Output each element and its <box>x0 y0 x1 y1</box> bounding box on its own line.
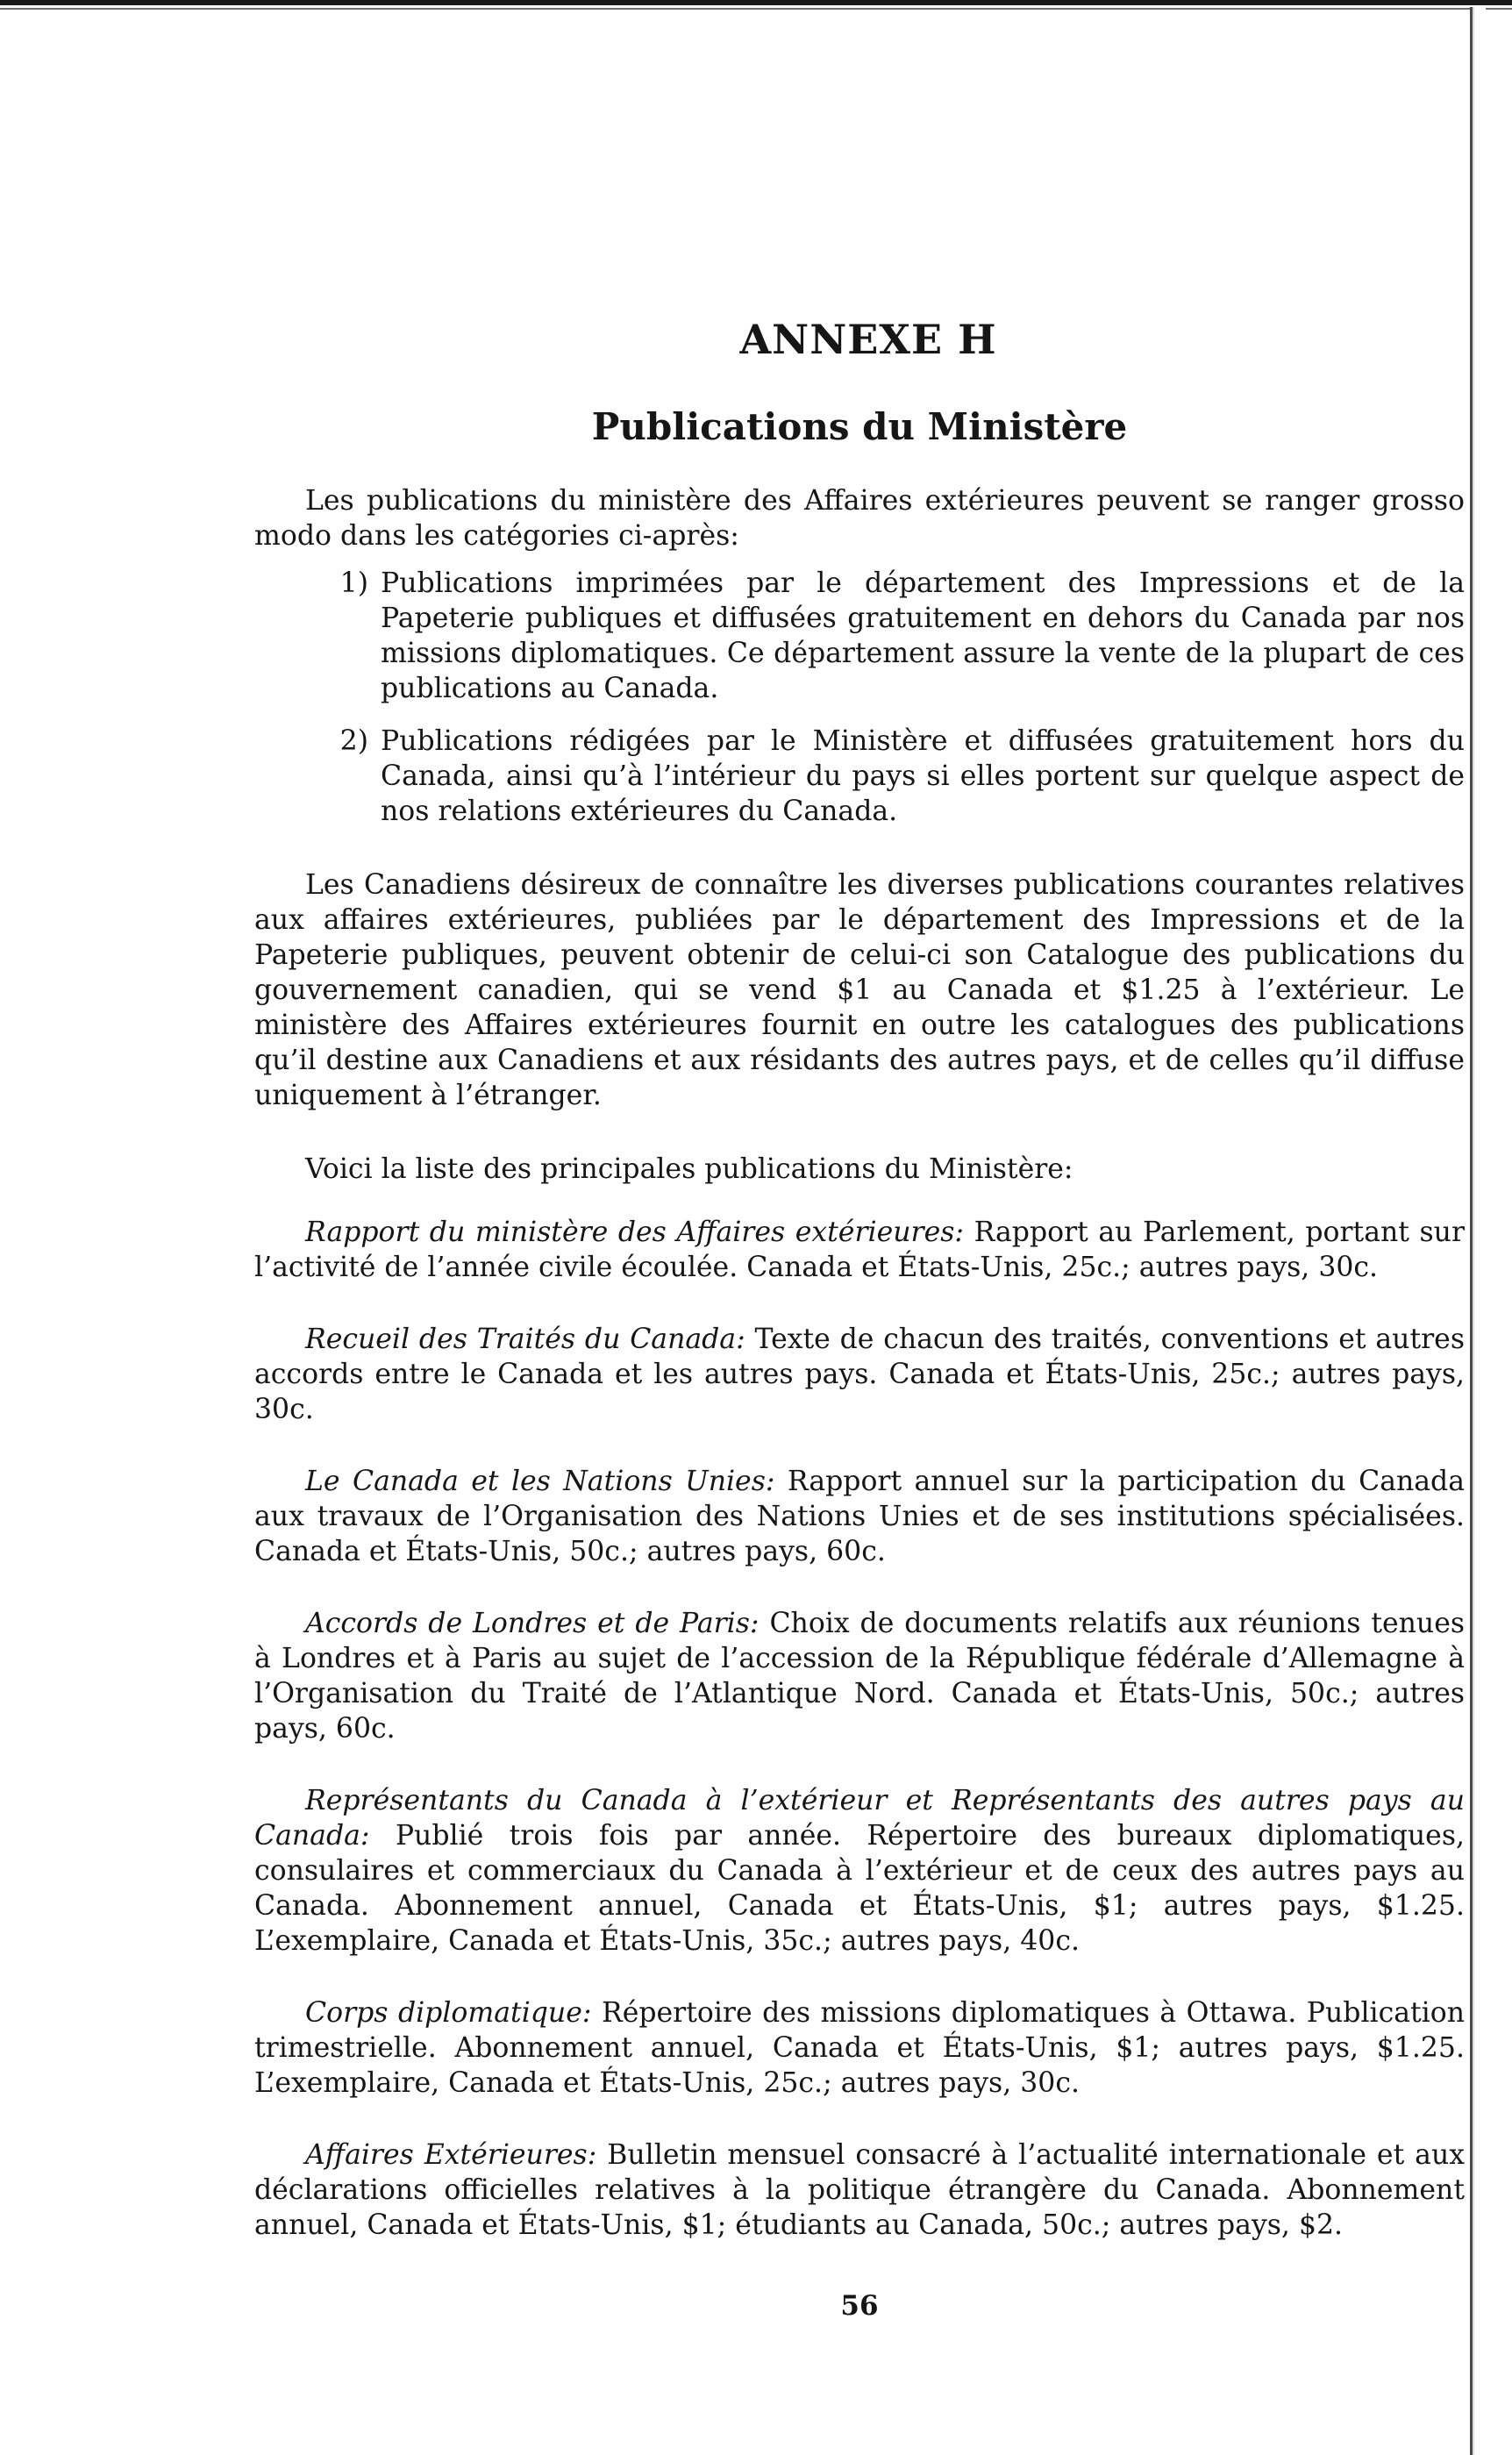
publication-description: Bulletin mensuel consacré à l’actualité internationale et aux déclarations officielles relatives à la politique étrangère du Canada. Abonnement annuel, Canada et États-Unis, $1; étudiants au Canada, 50c.; autres pays, $2. <box>254 2139 1465 2241</box>
catalogue-paragraph: Les Canadiens désireux de connaître les diverses publications courantes relatives aux affaires extérieures, publiées par le département des Impressions et de la Papeterie publiques, peuvent obtenir de celui-ci son Catalogue des publications du gouvernement canadien, qui se vend $1 au Canada et $1.25 à l’extérieur. Le ministère des Affaires extérieures fournit en outre les catalogues des publications qu’il destine aux Canadiens et aux résidants des autres pays, et de celles qu’il diffuse uniquement à l’étranger. <box>254 869 1465 1111</box>
publication-description: Rapport annuel sur la participation du Canada aux travaux de l’Organisation des Nations Unies et de ses institutions spécialisées. Canada et États-Unis, 50c.; autres pays, 60c. <box>254 1466 1465 1567</box>
publication-entry <box>254 1215 1465 1285</box>
publication-entry <box>254 1606 1465 1746</box>
publication-description: Choix de documents relatifs aux réunions tenues à Londres et à Paris au sujet de l’accession de la République fédérale d’Allemagne à l’Organisation du Traité de l’Atlantique Nord. Canada et États-Unis, 50c.; autres pays, 60c. <box>254 1608 1465 1745</box>
page-number: 56 <box>840 2290 879 2322</box>
list-item <box>254 724 1465 829</box>
list-item-text: Publications imprimées par le département des Impressions et de la Papeterie publiques et diffusées gratuitement en dehors du Canada par nos missions diplomatiques. Ce département assure la vente de la plupart de ces publications au Canada. <box>381 567 1465 704</box>
publication-title: Représentants du Canada à l’extérieur et Représentants des autres pays au Canada: <box>254 1785 1465 1852</box>
publication-description: Répertoire des missions diplomatiques à Ottawa. Publication trimestrielle. Abonnement annuel, Canada et États-Unis, $1; autres pays, $1.25. L’exemplaire, Canada et États-Unis, 25c.; autres pays, 30c. <box>254 1997 1466 2099</box>
category-list <box>254 566 1465 829</box>
publication-title: Rapport du ministère des Affaires extérieures: <box>305 1217 964 1248</box>
publication-title: Le Canada et les Nations Unies: <box>305 1466 775 1497</box>
publication-entry <box>254 2137 1465 2243</box>
publications-list-intro: Voici la liste des principales publications du Ministère: <box>305 1153 1073 1185</box>
publication-entry <box>254 1464 1465 1569</box>
annex-title: ANNEXE H <box>739 316 997 363</box>
publication-description: Publié trois fois par année. Répertoire des bureaux diplomatiques, consulaires et commerciaux du Canada à l’extérieur et de ceux des autres pays au Canada. Abonnement annuel, Canada et États-Unis, $1; autres pays, $1.25. L’exemplaire, Canada et États-Unis, 35c.; autres pays, 40c. <box>254 1820 1465 1957</box>
publication-description: Texte de chacun des traités, conventions et autres accords entre le Canada et les autres pays. Canada et États-Unis, 25c.; autres pays, 30c. <box>254 1324 1465 1425</box>
list-item-number: 2) <box>339 725 368 757</box>
list-item-number: 1) <box>339 567 368 599</box>
publication-description: Rapport au Parlement, portant sur l’activité de l’année civile écoulée. Canada et États-Unis, 25c.; autres pays, 30c. <box>254 1217 1466 1283</box>
scan-right-border <box>1470 7 1486 2455</box>
section-subtitle: Publications du Ministère <box>591 405 1128 448</box>
publication-entry <box>254 1322 1465 1427</box>
publication-title: Accords de Londres et de Paris: <box>305 1608 760 1639</box>
publication-title: Recueil des Traités du Canada: <box>305 1324 745 1355</box>
publication-entry <box>254 1783 1465 1959</box>
document-page <box>254 316 1465 2322</box>
publication-entry <box>254 1995 1465 2101</box>
publication-title: Corps diplomatique: <box>305 1997 592 2029</box>
list-item <box>254 566 1465 706</box>
intro-paragraph: Les publications du ministère des Affaires extérieures peuvent se ranger grosso modo dans les catégories ci-après: <box>254 485 1465 552</box>
scan-top-border <box>0 0 1512 19</box>
list-item-text: Publications rédigées par le Ministère et diffusées gratuitement hors du Canada, ainsi qu’à l’intérieur du pays si elles portent sur quelque aspect de nos relations extérieures du Canada. <box>381 725 1465 827</box>
publication-title: Affaires Extérieures: <box>305 2139 597 2171</box>
